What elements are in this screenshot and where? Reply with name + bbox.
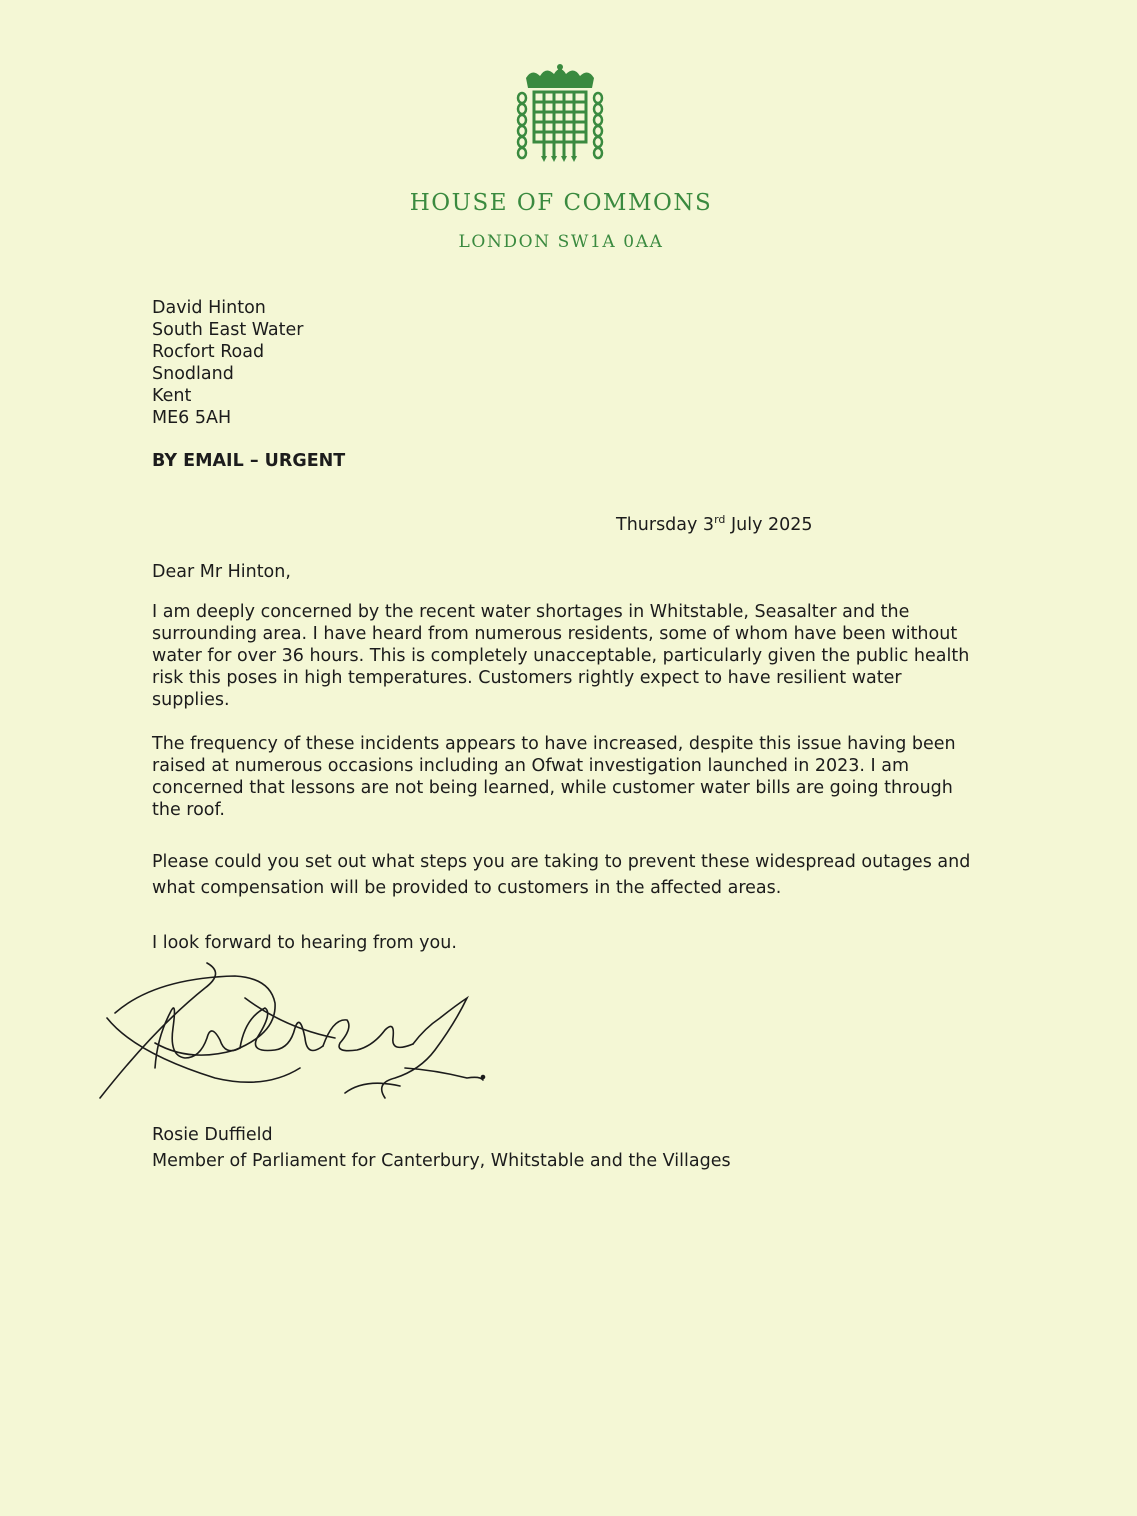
paragraph-line: water for over 36 hours. This is completely unacceptable, particularly given the public health bbox=[152, 646, 970, 666]
letter-date bbox=[616, 514, 813, 536]
paragraph-line: supplies. bbox=[152, 690, 230, 710]
paragraph-line: Please could you set out what steps you are taking to prevent these widespread outages and bbox=[152, 852, 971, 872]
paragraph-2 bbox=[152, 733, 992, 821]
portcullis-icon bbox=[512, 62, 608, 162]
paragraph-line: raised at numerous occasions including an Ofwat investigation launched in 2023. I am bbox=[152, 756, 910, 776]
recipient-line: ME6 5AH bbox=[152, 408, 232, 428]
paragraph-line: what compensation will be provided to customers in the affected areas. bbox=[152, 878, 782, 898]
handwritten-signature bbox=[95, 958, 505, 1118]
paragraph-line: The frequency of these incidents appears to have increased, despite this issue having been bbox=[152, 734, 956, 754]
paragraph-1 bbox=[152, 601, 992, 711]
delivery-note: BY EMAIL – URGENT bbox=[152, 451, 346, 471]
recipient-line: Rocfort Road bbox=[152, 342, 265, 362]
salutation: Dear Mr Hinton, bbox=[152, 562, 291, 582]
closing-line: I look forward to hearing from you. bbox=[152, 933, 457, 953]
signer-title: Member of Parliament for Canterbury, Whitstable and the Villages bbox=[152, 1151, 731, 1171]
paragraph-line: the roof. bbox=[152, 800, 225, 820]
recipient-line: South East Water bbox=[152, 320, 304, 340]
letterhead-organisation: HOUSE OF COMMONS bbox=[409, 190, 713, 216]
paragraph-line: risk this poses in high temperatures. Customers rightly expect to have resilient water bbox=[152, 668, 902, 688]
paragraph-line: concerned that lessons are not being learned, while customer water bills are going through bbox=[152, 778, 953, 798]
paragraph-3 bbox=[152, 849, 992, 901]
letterhead-address: LONDON SW1A 0AA bbox=[458, 232, 664, 252]
paragraph-line: I am deeply concerned by the recent water shortages in Whitstable, Seasalter and the bbox=[152, 602, 910, 622]
date-day: Thursday 3 bbox=[616, 515, 715, 535]
date-month-year: July 2025 bbox=[725, 515, 813, 535]
recipient-line: Kent bbox=[152, 386, 192, 406]
date-ordinal: rd bbox=[714, 513, 726, 526]
recipient-address bbox=[152, 297, 303, 429]
recipient-line: Snodland bbox=[152, 364, 234, 384]
paragraph-line: surrounding area. I have heard from numerous residents, some of whom have been without bbox=[152, 624, 958, 644]
recipient-line: David Hinton bbox=[152, 298, 266, 318]
signer-name: Rosie Duffield bbox=[152, 1125, 273, 1145]
